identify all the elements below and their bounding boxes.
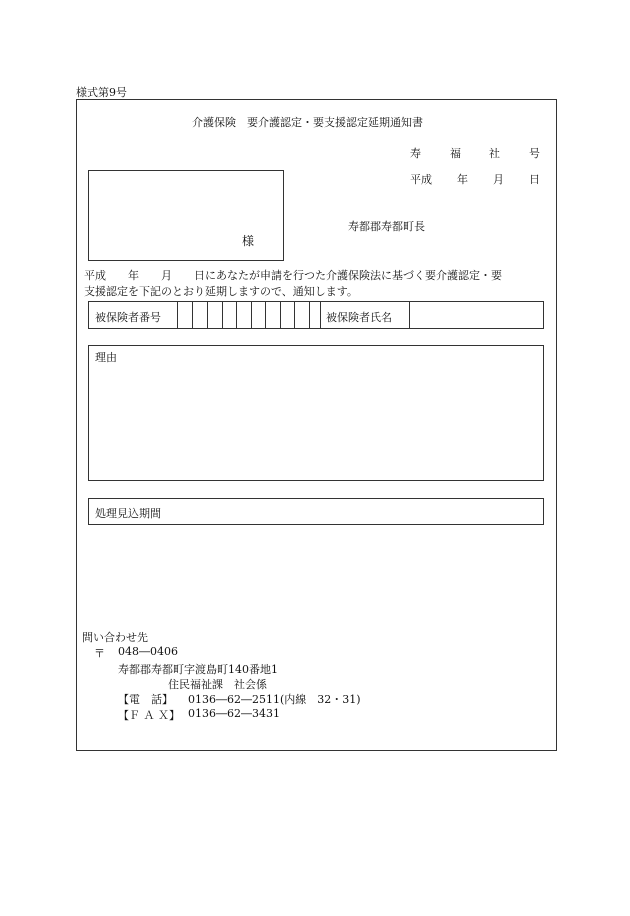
doc-number-char-1: 寿 [410,147,421,160]
insured-number-digit-6[interactable] [251,302,265,328]
contact-address: 寿都郡寿都町字渡島町140番地1 [118,663,278,676]
date-era: 平成 [410,173,432,186]
date-day: 日 [529,173,540,186]
insured-name-label: 被保険者氏名 [326,311,392,324]
doc-number-char-3: 社 [489,147,500,160]
insured-number-digit-10[interactable] [309,302,320,328]
body-text-line-1: 平成 年 月 日にあなたが申請を行つた介護保険法に基づく要介護認定・要 [84,269,502,282]
processing-period-label: 処理見込期間 [95,507,161,520]
reason-box[interactable] [88,345,544,481]
fax-number: 0136―62―3431 [188,707,280,720]
document-title: 介護保険 要介護認定・要支援認定延期通知書 [192,116,423,129]
contact-department: 住民福祉課 社会係 [168,678,267,691]
insured-number-digit-5[interactable] [236,302,251,328]
insured-number-digit-7[interactable] [265,302,280,328]
insured-number-digit-1[interactable] [177,302,192,328]
insured-name-label-cell [320,302,409,328]
postal-mark: 〒 [94,647,105,660]
reason-label: 理由 [95,351,117,364]
insured-number-digit-9[interactable] [294,302,309,328]
insured-number-digit-2[interactable] [192,302,207,328]
doc-number-char-4: 号 [529,147,540,160]
phone-number: 0136―62―2511(内線 32・31) [188,693,361,706]
contact-heading: 問い合わせ先 [82,631,148,644]
addressee-box[interactable] [88,170,284,261]
issuer: 寿都郡寿都町長 [348,220,425,233]
insured-number-digit-3[interactable] [207,302,222,328]
processing-period-box[interactable] [88,498,544,525]
postal-code: 048―0406 [118,645,178,658]
date-month: 月 [493,173,504,186]
addressee-suffix: 様 [242,234,255,248]
phone-label: 【電 話】 [118,693,173,706]
form-number: 様式第9号 [76,86,127,99]
insured-info-row [88,301,544,329]
fax-label: 【Ｆ Ａ Ｘ】 [118,709,180,722]
doc-number-char-2: 福 [450,147,461,160]
date-year: 年 [457,173,468,186]
insured-name-field[interactable] [409,302,543,328]
insured-number-label: 被保険者番号 [95,311,161,324]
body-text-line-2: 支援認定を下記のとおり延期しますので、通知します。 [84,285,358,298]
insured-number-digit-4[interactable] [222,302,236,328]
insured-number-digit-8[interactable] [280,302,294,328]
